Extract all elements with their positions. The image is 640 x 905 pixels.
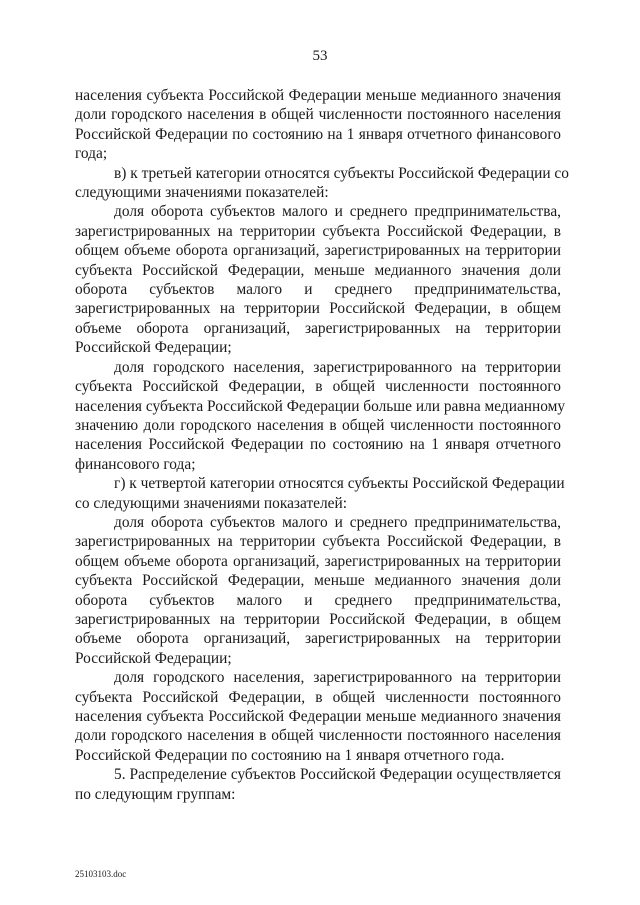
text-line: Российской Федерации по состоянию на 1 января отчетного финансового	[75, 125, 561, 143]
text-line: субъекта Российской Федерации, меньше медианного значения доли	[75, 572, 561, 590]
paragraph	[75, 668, 561, 765]
text-line: доля городского населения, зарегистрированного на территории	[114, 669, 561, 687]
text-line: 5. Распределение субъектов Российской Федерации осуществляется	[114, 766, 561, 784]
text-line: Российской Федерации по состоянию на 1 января отчетного года.	[75, 746, 505, 764]
paragraph	[75, 164, 569, 203]
text-line: общем объеме оборота организаций, зарегистрированных на территории	[75, 242, 561, 260]
paragraph	[75, 86, 561, 164]
text-line: финансового года;	[75, 455, 196, 473]
text-line: населения субъекта Российской Федерации больше или равна медианному	[75, 397, 566, 415]
text-line: зарегистрированных на территории субъекта Российской Федерации, в	[75, 533, 561, 551]
footer-file-code: 25103103.doc	[75, 869, 127, 879]
text-line: года;	[75, 145, 108, 163]
text-line: г) к четвертой категории относятся субъекты Российской Федерации	[114, 475, 565, 493]
text-line: субъекта Российской Федерации, в общей численности постоянного	[75, 378, 561, 396]
document-body	[75, 86, 569, 804]
text-line: населения субъекта Российской Федерации меньше медианного значения	[75, 708, 561, 725]
page-number: 53	[312, 48, 328, 64]
text-line: зарегистрированных на территории Российской Федерации, в общем	[75, 610, 561, 628]
text-line: населения Российской Федерации по состоянию на 1 января отчетного	[75, 436, 561, 454]
text-line: зарегистрированных на территории субъекта Российской Федерации, в	[75, 222, 561, 240]
paragraph	[75, 358, 566, 474]
text-line: населения субъекта Российской Федерации меньше медианного значения	[75, 87, 561, 104]
text-line: по следующим группам:	[75, 785, 236, 803]
paragraph	[75, 765, 561, 804]
text-line: объеме оборота организаций, зарегистрированных на территории	[75, 630, 561, 648]
text-line: доля городского населения, зарегистрированного на территории	[114, 358, 561, 376]
text-line: доля оборота субъектов малого и среднего предпринимательства,	[114, 203, 561, 221]
text-line: в) к третьей категории относятся субъекты Российской Федерации со	[114, 164, 569, 182]
text-line: общем объеме оборота организаций, зарегистрированных на территории	[75, 552, 561, 570]
text-line: доля оборота субъектов малого и среднего предпринимательства,	[114, 513, 561, 531]
text-line: субъекта Российской Федерации, в общей численности постоянного	[75, 688, 561, 706]
text-line: Российской Федерации;	[75, 339, 232, 357]
text-line: оборота субъектов малого и среднего предпринимательства,	[75, 591, 561, 609]
paragraph	[75, 513, 561, 668]
paragraph	[75, 474, 565, 513]
text-line: значению доли городского населения в общей численности постоянного	[75, 416, 561, 434]
text-line: объеме оборота организаций, зарегистрированных на территории	[75, 319, 561, 337]
text-line: со следующими значениями показателей:	[75, 494, 348, 512]
text-line: субъекта Российской Федерации, меньше медианного значения доли	[75, 261, 561, 279]
text-line: Российской Федерации;	[75, 649, 232, 667]
text-line: доли городского населения в общей численности постоянного населения	[75, 106, 561, 124]
paragraph	[75, 202, 561, 357]
text-line: зарегистрированных на территории Российской Федерации, в общем	[75, 300, 561, 318]
text-line: оборота субъектов малого и среднего предпринимательства,	[75, 281, 561, 299]
text-line: доли городского населения в общей численности постоянного населения	[75, 727, 561, 745]
text-line: следующими значениями показателей:	[75, 184, 329, 202]
